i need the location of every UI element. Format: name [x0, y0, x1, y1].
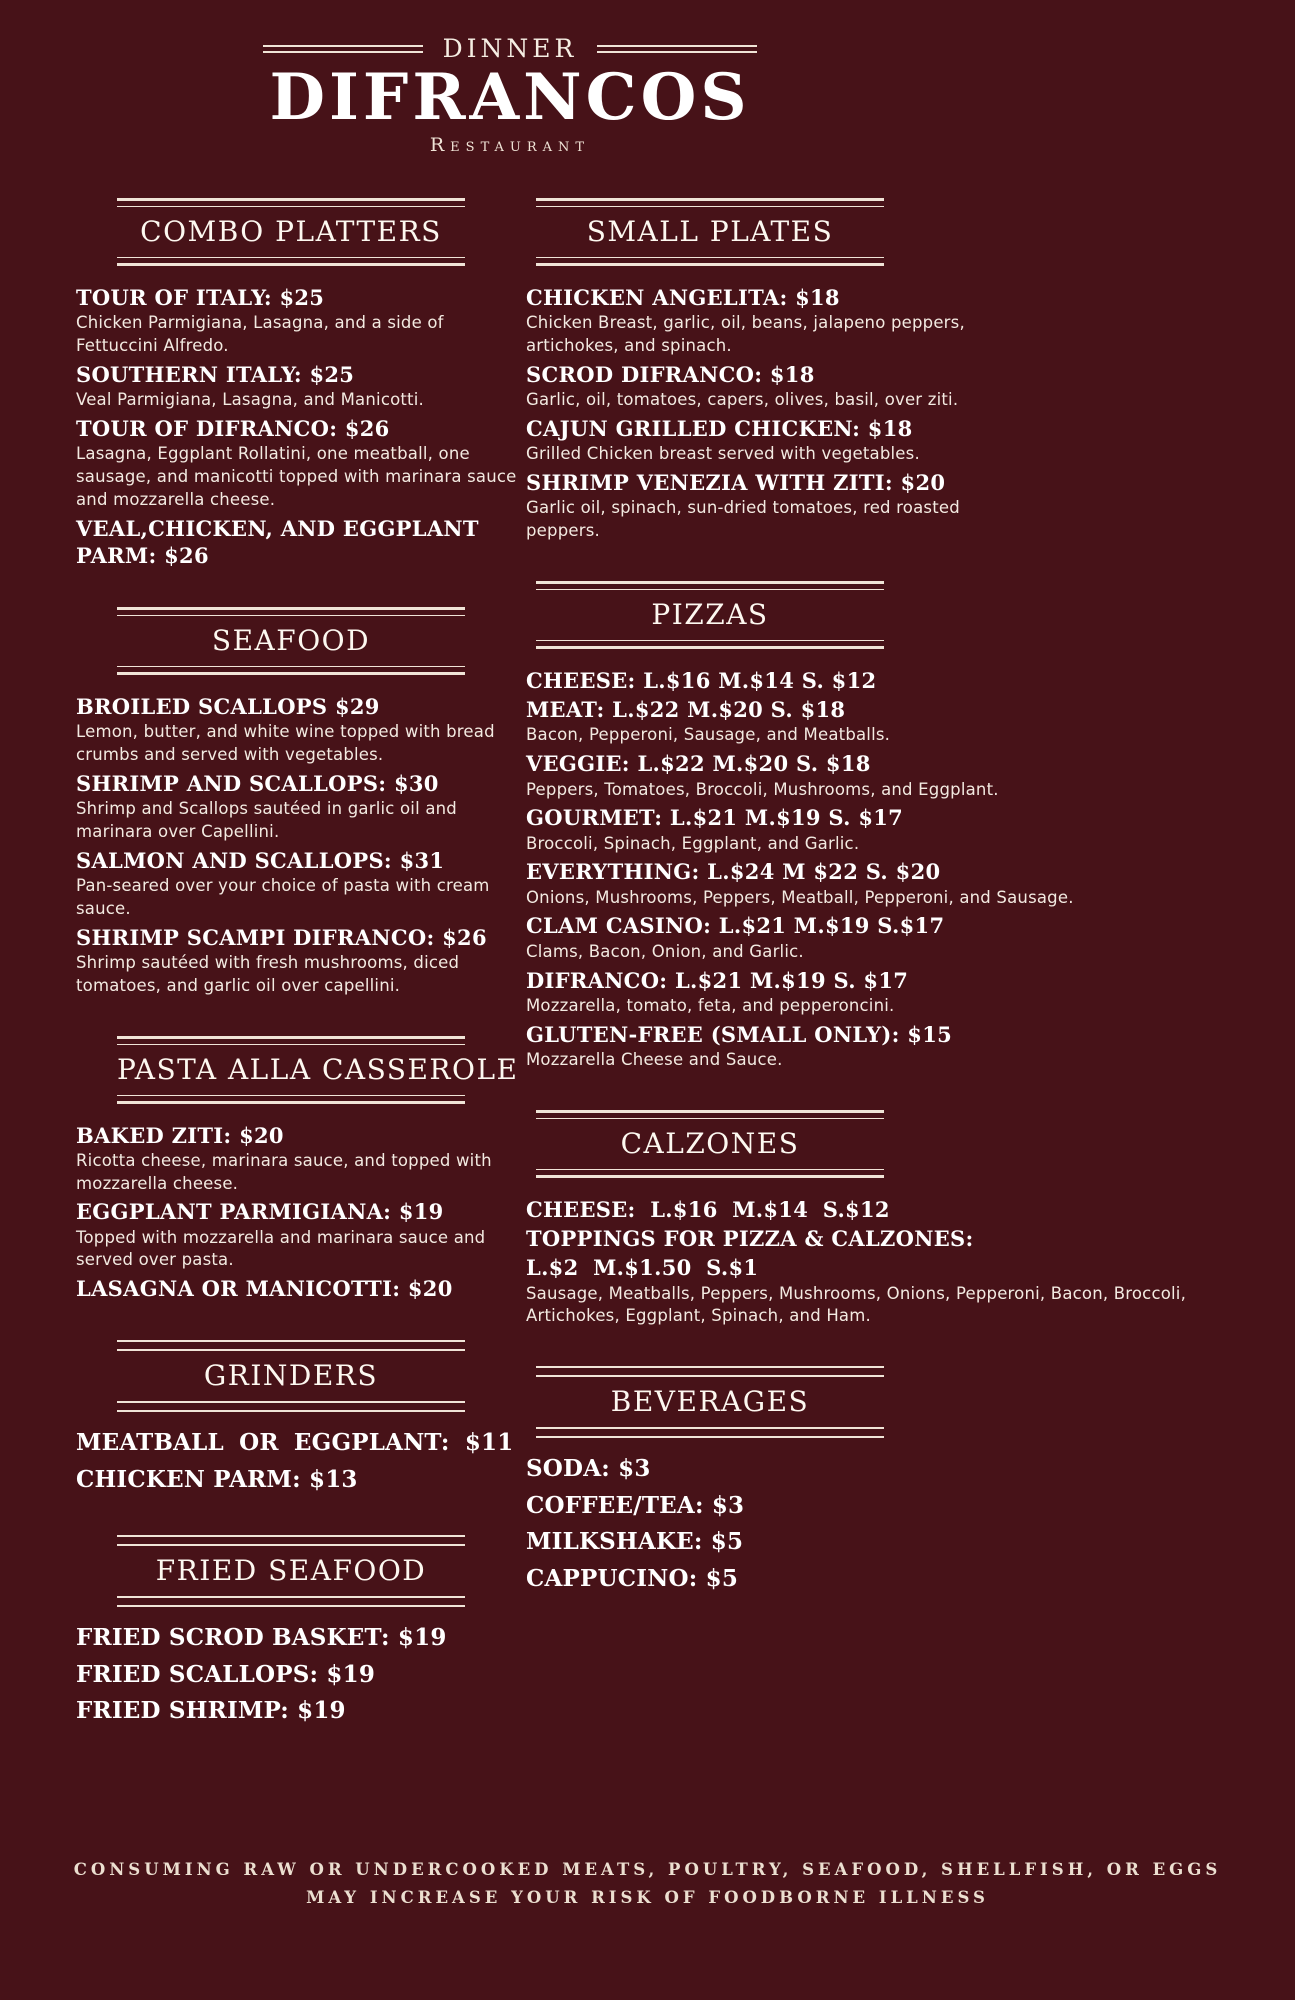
- menu-item: [76, 1694, 522, 1729]
- menu-item-desc: Lasagna, Eggplant Rollatini, one meatball, one sausage, and manicotti topped with marinara sauce and mozzarella cheese.: [76, 444, 517, 509]
- menu-item-name: CAJUN GRILLED CHICKEN: $18: [526, 416, 913, 441]
- menu-item-name: SHRIMP SCAMPI DIFRANCO: $26: [76, 924, 487, 950]
- menu-item-desc: Ricotta cheese, marinara sauce, and topped with mozzarella cheese.: [76, 1150, 492, 1193]
- section-header: [536, 198, 884, 266]
- menu-item: [76, 924, 522, 998]
- section-header: [117, 1535, 465, 1607]
- section-pasta-alla-casserole: [60, 1036, 522, 1303]
- menu-item: [76, 693, 522, 767]
- menu-item-name: CHEESE: L.$16 M.$14 S. $12: [526, 667, 877, 693]
- right-column: [522, 198, 1235, 1731]
- double-rule-bottom: [117, 1401, 465, 1412]
- menu-item: [526, 1525, 1235, 1560]
- menu-item: [526, 858, 1235, 909]
- double-rule-bottom: [117, 1596, 465, 1607]
- menu-item-desc: Garlic, oil, tomatoes, capers, olives, basil, over ziti.: [526, 390, 959, 410]
- menu-item-desc: Bacon, Pepperoni, Sausage, and Meatballs.: [526, 725, 891, 745]
- menu-item-name: CHICKEN PARM: $13: [76, 1465, 358, 1493]
- menu-item: [76, 1658, 522, 1693]
- menu-item: [76, 1621, 522, 1656]
- item-list: [60, 1426, 522, 1497]
- section-title: COMBO PLATTERS: [140, 215, 442, 249]
- menu-item-name: EGGPLANT PARMIGIANA: $19: [76, 1199, 444, 1225]
- menu-item-desc: Clams, Bacon, Onion, and Garlic.: [526, 941, 804, 961]
- menu-item-name: SHRIMP AND SCALLOPS: $30: [76, 771, 439, 797]
- double-rule-top: [117, 1340, 465, 1351]
- section-header: [117, 1036, 519, 1104]
- double-rule-bottom: [536, 1427, 884, 1438]
- menu-item-name: FRIED SHRIMP: $19: [76, 1697, 346, 1725]
- menu-item-name: TOUR OF DIFRANCO: $26: [76, 416, 390, 441]
- menu-item-desc: Mozzarella Cheese and Sauce.: [526, 1049, 783, 1069]
- double-rule-top: [536, 1366, 884, 1377]
- menu-item-name: DIFRANCO: L.$21 M.$19 S. $17: [526, 967, 909, 993]
- double-rule-top: [117, 607, 465, 616]
- menu-item-name: FRIED SCALLOPS: $19: [76, 1660, 376, 1688]
- section-title: CALZONES: [620, 1126, 800, 1160]
- menu-item: [76, 515, 522, 570]
- menu-item-name: CHICKEN ANGELITA: $18: [526, 285, 840, 311]
- section-small-plates: [522, 198, 1235, 543]
- menu-item: [76, 1275, 522, 1302]
- menu-item-desc: Shrimp sautéed with fresh mushrooms, diced tomatoes, and garlic oil over capellini.: [76, 952, 460, 995]
- menu-item-name: SALMON AND SCALLOPS: $31: [76, 847, 445, 873]
- menu-item-desc: Onions, Mushrooms, Peppers, Meatball, Pepperoni, and Sausage.: [526, 887, 1074, 907]
- section-title: FRIED SEAFOOD: [155, 1554, 427, 1588]
- double-rule-bottom: [536, 257, 884, 266]
- menu-item: [526, 361, 1235, 412]
- section-grinders: [60, 1340, 522, 1497]
- menu-item-desc: Grilled Chicken breast served with vegetables.: [526, 444, 920, 464]
- menu-item: [76, 1122, 522, 1196]
- menu-item-name: SHRIMP VENEZIA WITH ZITI: $20: [526, 470, 946, 496]
- menu-item-desc: Shrimp and Scallops sautéed in garlic oil and marinara over Capellini.: [76, 799, 457, 842]
- item-list: [60, 1122, 522, 1303]
- menu-item: [76, 1463, 522, 1498]
- menu-item-name: CLAM CASINO: L.$21 M.$19 S.$17: [526, 913, 945, 939]
- dinner-banner: [130, 34, 890, 63]
- menu-item-name: MEATBALL OR EGGPLANT: $11: [76, 1429, 514, 1457]
- menu-item-name: BAKED ZITI: $20: [76, 1122, 284, 1148]
- menu-item-desc: Topped with mozzarella and marinara sauce and served over pasta.: [76, 1227, 486, 1270]
- menu-item-desc: Mozzarella, tomato, feta, and pepperoncini.: [526, 995, 895, 1015]
- item-list: [522, 1196, 1235, 1328]
- menu-item-desc: Garlic oil, spinach, sun-dried tomatoes, red roasted peppers.: [526, 498, 960, 541]
- double-rule-bottom: [117, 666, 465, 675]
- health-disclaimer: [0, 1856, 1295, 1912]
- menu-item-name: TOUR OF ITALY: $25: [76, 285, 325, 311]
- menu-item-desc: Veal Parmigiana, Lasagna, and Manicotti.: [76, 390, 424, 410]
- section-header: [536, 1366, 884, 1438]
- menu-item: [76, 284, 522, 358]
- double-rule-bottom: [536, 1169, 884, 1178]
- menu-masthead: [130, 0, 890, 156]
- menu-item-name: VEGGIE: L.$22 M.$20 S. $18: [526, 751, 871, 777]
- double-rule-top: [117, 198, 465, 207]
- menu-item: [526, 667, 1235, 694]
- menu-item-name: SODA: $3: [526, 1455, 651, 1483]
- menu-item: [526, 912, 1235, 963]
- section-combo-platters: [60, 198, 522, 569]
- menu-item-name: SOUTHERN ITALY: $25: [76, 361, 355, 387]
- section-title: PASTA ALLA CASSEROLE: [117, 1052, 519, 1086]
- section-title: SMALL PLATES: [586, 215, 834, 249]
- section-title: BEVERAGES: [610, 1385, 810, 1419]
- item-list: [60, 284, 522, 569]
- section-header: [117, 1340, 465, 1412]
- item-list: [522, 667, 1235, 1072]
- section-pizzas: [522, 581, 1235, 1072]
- menu-item-name: L.$2 M.$1.50 S.$1: [526, 1255, 759, 1281]
- menu-item-name: COFFEE/TEA: $3: [526, 1491, 745, 1519]
- menu-item-desc: Broccoli, Spinach, Eggplant, and Garlic.: [526, 833, 860, 853]
- disclaimer-line-1: CONSUMING RAW OR UNDERCOOKED MEATS, POULTRY, SEAFOOD, SHELLFISH, OR EGGS: [73, 1859, 1222, 1879]
- menu-item: [526, 1021, 1235, 1072]
- section-calzones: [522, 1110, 1235, 1328]
- menu-item-name: CAPPUCINO: $5: [526, 1564, 739, 1592]
- menu-item-name: MILKSHAKE: $5: [526, 1528, 744, 1556]
- menu-item-desc: Chicken Parmigiana, Lasagna, and a side of Fettuccini Alfredo.: [76, 313, 444, 356]
- menu-item-desc: Sausage, Meatballs, Peppers, Mushrooms, Onions, Pepperoni, Bacon, Broccoli, Artichokes, Eggplant, Spinach, and Ham.: [526, 1283, 1187, 1326]
- section-title: SEAFOOD: [211, 624, 371, 658]
- menu-item: [76, 1426, 522, 1461]
- menu-item: [526, 1225, 1235, 1252]
- item-list: [60, 1621, 522, 1729]
- menu-item: [526, 1562, 1235, 1597]
- double-rule-bottom: [117, 257, 465, 266]
- section-seafood: [60, 607, 522, 997]
- menu-item-desc: Lemon, butter, and white wine topped with bread crumbs and served with vegetables.: [76, 722, 495, 765]
- menu-item-name: MEAT: L.$22 M.$20 S. $18: [526, 697, 846, 723]
- menu-item: [526, 804, 1235, 855]
- left-column: [60, 198, 522, 1731]
- menu-item-desc: Pan-seared over your choice of pasta with cream sauce.: [76, 876, 490, 918]
- menu-item: [526, 1254, 1235, 1328]
- section-header: [117, 198, 465, 266]
- double-rule-bottom: [536, 640, 884, 649]
- item-list: [60, 693, 522, 997]
- section-fried-seafood: [60, 1535, 522, 1729]
- menu-item: [526, 967, 1235, 1018]
- menu-item: [526, 750, 1235, 801]
- item-list: [522, 1452, 1235, 1596]
- section-title: PIZZAS: [651, 597, 769, 631]
- menu-item: [526, 469, 1235, 543]
- menu-item: [526, 284, 1235, 358]
- menu-item-name: CHEESE: L.$16 M.$14 S.$12: [526, 1196, 890, 1222]
- menu-item: [76, 847, 522, 921]
- double-rule-top: [536, 1110, 884, 1119]
- menu-item-name: TOPPINGS FOR PIZZA & CALZONES:: [526, 1225, 974, 1251]
- menu-item: [526, 1196, 1235, 1223]
- banner-line-right: [597, 45, 757, 53]
- section-beverages: [522, 1366, 1235, 1596]
- menu-item-name: FRIED SCROD BASKET: $19: [76, 1624, 447, 1652]
- item-list: [522, 284, 1235, 543]
- menu-item: [526, 696, 1235, 747]
- double-rule-bottom: [117, 1095, 465, 1104]
- section-header: [536, 1110, 884, 1178]
- menu-item-name: BROILED SCALLOPS $29: [76, 694, 380, 720]
- menu-item-desc: Chicken Breast, garlic, oil, beans, jalapeno peppers, artichokes, and spinach.: [526, 313, 965, 356]
- section-header: [536, 581, 884, 649]
- menu-columns: [0, 198, 1295, 1731]
- menu-item-name: GLUTEN-FREE (SMALL ONLY): $15: [526, 1021, 953, 1047]
- menu-item: [76, 1198, 522, 1272]
- disclaimer-line-2: MAY INCREASE YOUR RISK OF FOODBORNE ILLNESS: [306, 1887, 989, 1907]
- banner-line-left: [263, 45, 423, 53]
- menu-item-name: GOURMET: L.$21 M.$19 S. $17: [526, 805, 904, 831]
- double-rule-top: [117, 1036, 465, 1045]
- section-header: [117, 607, 465, 675]
- menu-kicker: DINNER: [442, 34, 578, 63]
- double-rule-top: [117, 1535, 465, 1546]
- double-rule-top: [536, 581, 884, 590]
- menu-item-name: LASAGNA OR MANICOTTI: $20: [76, 1276, 453, 1302]
- menu-item: [76, 361, 522, 412]
- double-rule-top: [536, 198, 884, 207]
- restaurant-name: DIFRANCOS: [269, 60, 751, 135]
- menu-item-desc: Peppers, Tomatoes, Broccoli, Mushrooms, and Eggplant.: [526, 779, 999, 799]
- menu-item: [526, 415, 1235, 466]
- menu-item-name: EVERYTHING: L.$24 M $22 S. $20: [526, 859, 941, 885]
- menu-item: [76, 770, 522, 844]
- section-title: GRINDERS: [203, 1359, 379, 1393]
- menu-item: [76, 415, 522, 512]
- menu-item-name: VEAL,CHICKEN, AND EGGPLANT PARM: $26: [76, 515, 479, 568]
- menu-item-name: SCROD DIFRANCO: $18: [526, 361, 815, 387]
- restaurant-subtitle: Restaurant: [429, 134, 591, 157]
- menu-item: [526, 1452, 1235, 1487]
- menu-item: [526, 1489, 1235, 1524]
